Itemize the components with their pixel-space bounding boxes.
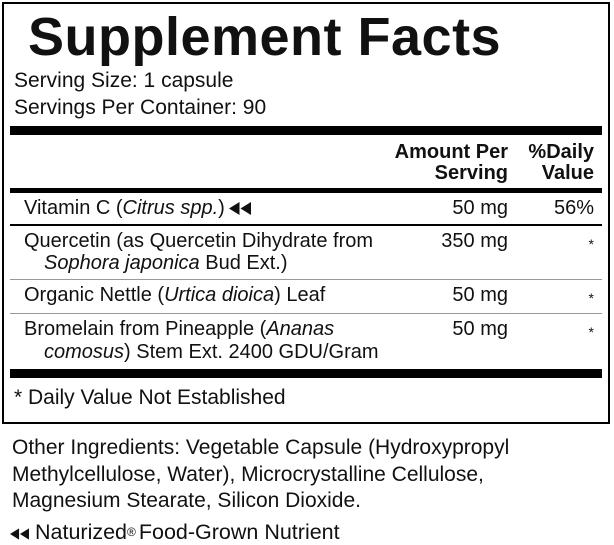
nutrient-name — [14, 284, 390, 310]
nutrient-daily-value: * — [588, 324, 594, 340]
col-header-daily-value — [508, 142, 594, 184]
nutrient-daily-value: 56% — [553, 197, 594, 219]
serving-size-line: Serving Size: 1 capsule — [14, 69, 234, 92]
nutrient-amount: 50 mg — [452, 318, 508, 340]
nutrient-name-text: Quercetin (as Quercetin Dihydrate from — [24, 229, 374, 252]
botanical-name: Citrus spp. — [122, 197, 219, 219]
nutrient-rows — [10, 193, 602, 367]
nutrient-name-text: Bud Ext.) — [199, 252, 288, 274]
naturized-double-arrow-icon — [10, 528, 29, 540]
nutrient-name-text: ) Stem Ext. 2400 GDU/Gram — [124, 340, 379, 363]
naturized-double-arrow-icon — [229, 202, 251, 215]
daily-header-line1: %Daily — [528, 141, 594, 163]
naturized-note: Naturized ® Food-Grown Nutrient — [10, 520, 614, 545]
nutrient-name-text: ) — [218, 197, 225, 219]
nutrient-amount: 50 mg — [452, 283, 508, 306]
daily-header-line2: Value — [541, 162, 594, 184]
divider-thick-bottom — [10, 369, 602, 378]
botanical-name: Urtica dioica — [164, 283, 275, 306]
amount-header-line1: Amount Per — [394, 141, 508, 163]
nutrient-amount: 350 mg — [441, 229, 508, 252]
nutrient-name-text: Organic Nettle ( — [24, 283, 165, 306]
botanical-name: comosus — [44, 340, 125, 363]
botanical-name: Ananas — [266, 318, 335, 340]
other-ingredients-text: Other Ingredients: Vegetable Capsule (Hydroxypropyl Methylcellulose, Water), Microcrystalline Cellulose, Magnesium Stearate, Silicon Dioxide. — [12, 436, 510, 512]
footer-icon-slot — [10, 520, 35, 545]
supplement-label-page — [0, 2, 614, 544]
daily-value-footnote: * Daily Value Not Established — [14, 386, 286, 409]
botanical-name: Sophora japonica — [44, 252, 200, 274]
nutrient-name — [14, 318, 390, 363]
col-header-amount-per-serving — [390, 142, 508, 184]
nutrient-name — [14, 197, 390, 220]
naturized-brand: Naturized — [35, 519, 128, 544]
nutrient-name-text: Bromelain from Pineapple ( — [24, 318, 267, 340]
naturized-text: Food-Grown Nutrient — [138, 519, 340, 544]
table-header-row — [10, 135, 602, 188]
divider-thick-top — [10, 126, 602, 135]
panel-title: Supplement Facts — [28, 7, 502, 67]
nutrient-row — [10, 224, 602, 279]
servings-per-container-line: Servings Per Container: 90 — [14, 96, 267, 119]
supplement-facts-panel — [2, 2, 610, 424]
nutrient-name-text: ) Leaf — [274, 283, 326, 306]
nutrient-daily-value: * — [588, 289, 594, 306]
amount-header-line2: Serving — [434, 162, 508, 184]
nutrient-name-text: Vitamin C ( — [24, 197, 123, 219]
nutrient-name — [14, 230, 390, 275]
col-header-nutrient — [14, 142, 390, 184]
nutrient-row — [10, 279, 602, 314]
nutrient-daily-value: * — [588, 235, 594, 252]
nutrient-amount: 50 mg — [452, 197, 508, 219]
nutrient-row — [10, 193, 602, 224]
nutrient-row — [10, 313, 602, 367]
